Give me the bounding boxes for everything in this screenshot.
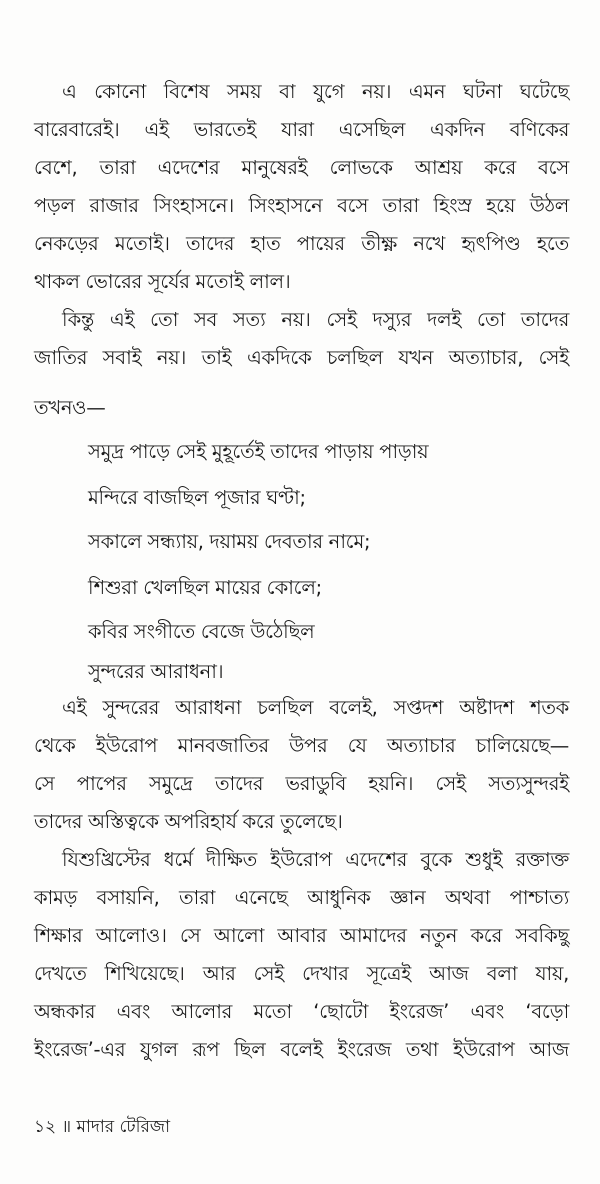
text-line: এই সুন্দরের আরাধনা চলছিল বলেই, সপ্তদশ অষ্টাদশ শতক: [62, 696, 569, 719]
verse-line: সকালে সন্ধ্যায়, দয়াময় দেবতার নামে;: [88, 530, 371, 553]
text-line: দেখতে শিখিয়েছে। আর সেই দেখার সূত্রেই আজ বলা যায়,: [34, 962, 569, 985]
running-title: মাদার টেরিজা: [76, 1117, 171, 1137]
text-line: কামড় বসায়নি, তারা এনেছে আধুনিক জ্ঞান অথবা পাশ্চাত্য: [34, 886, 569, 909]
text-line: কিন্তু এই তো সব সত্য নয়। সেই দস্যুর দলই তো তাদের: [62, 308, 569, 331]
text-line: থেকে ইউরোপ মানবজাতির উপর যে অত্যাচার চালিয়েছে—: [34, 734, 569, 757]
verse-line: সুন্দরের আরাধনা।: [88, 660, 224, 683]
verse-line: সমুদ্র পাড়ে সেই মুহূর্তেই তাদের পাড়ায় পাড়ায়: [88, 440, 429, 463]
text-line: পড়ল রাজার সিংহাসনে। সিংহাসনে বসে তারা হিংস্র হয়ে উঠল: [34, 194, 569, 217]
text-line: তাদের অস্তিত্বকে অপরিহার্য করে তুলেছে।: [34, 810, 343, 833]
text-line: অন্ধকার এবং আলোর মতো ‘ছোটো ইংরেজ’ এবং ‘বড়ো: [34, 1000, 569, 1023]
verse-line: শিশুরা খেলছিল মায়ের কোলে;: [88, 576, 322, 599]
text-line: ইংরেজ’-এর যুগল রূপ ছিল বলেই ইংরেজ তথা ইউরোপ আজ: [34, 1038, 569, 1061]
page-number: ১২: [34, 1117, 57, 1137]
text-line: যিশুখ্রিস্টের ধর্মে দীক্ষিত ইউরোপ এদেশের বুকে শুধুই রক্তাক্ত: [62, 848, 569, 871]
page-footer: [34, 1114, 170, 1140]
text-line: বারেবারেই। এই ভারতেই যারা এসেছিল একদিন বণিকের: [34, 118, 569, 141]
text-line: সে পাপের সমুদ্রে তাদের ভরাডুবি হয়নি। সেই সত্যসুন্দরই: [34, 772, 569, 795]
verse-line: মন্দিরে বাজছিল পূজার ঘণ্টা;: [88, 486, 306, 509]
verse-line: কবির সংগীতে বেজে উঠেছিল: [88, 620, 315, 643]
text-line: তখনও—: [34, 396, 106, 419]
footer-separator: ॥: [61, 1117, 72, 1137]
text-line: জাতির সবাই নয়। তাই একদিকে চলছিল যখন অত্যাচার, সেই: [34, 346, 569, 369]
text-line: এ কোনো বিশেষ সময় বা যুগে নয়। এমন ঘটনা ঘটেছে: [62, 80, 569, 103]
text-line: নেকড়ের মতোই। তাদের হাত পায়ের তীক্ষ্ণ নখে হৃৎপিণ্ড হতে: [34, 232, 569, 255]
text-line: বেশে, তারা এদেশের মানুষেরই লোভকে আশ্রয় করে বসে: [34, 156, 569, 179]
text-line: শিক্ষার আলোও। সে আলো আবার আমাদের নতুন করে সবকিছু: [34, 924, 569, 947]
text-line: থাকল ভোরের সূর্যের মতোই লাল।: [34, 270, 291, 293]
